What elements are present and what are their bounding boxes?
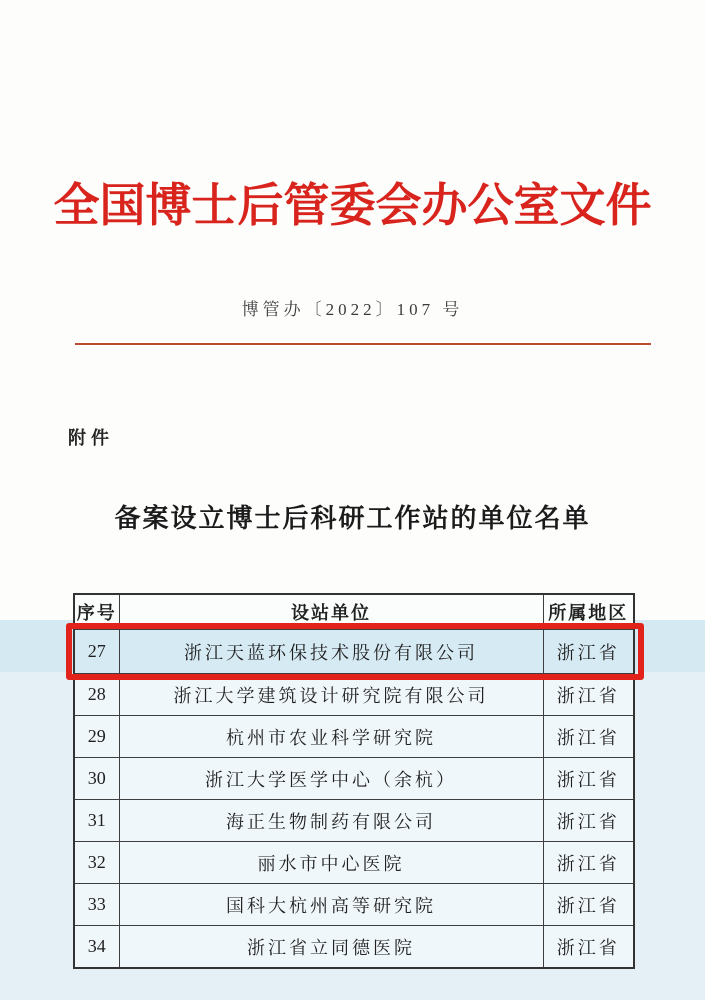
cell-region: 浙江省 xyxy=(543,758,634,800)
units-table xyxy=(73,593,635,969)
cell-region: 浙江省 xyxy=(543,716,634,758)
cell-unit: 杭州市农业科学研究院 xyxy=(119,716,543,758)
table-row xyxy=(74,884,634,926)
cell-region: 浙江省 xyxy=(543,630,634,674)
cell-region: 浙江省 xyxy=(543,842,634,884)
attachment-label: 附件 xyxy=(68,428,114,448)
table-row xyxy=(74,758,634,800)
cell-no: 28 xyxy=(74,674,119,716)
table-row-highlighted xyxy=(74,630,634,674)
cell-region: 浙江省 xyxy=(543,926,634,969)
cell-region: 浙江省 xyxy=(543,800,634,842)
section-title: 备案设立博士后科研工作站的单位名单 xyxy=(114,504,591,533)
table-row xyxy=(74,800,634,842)
cell-no: 34 xyxy=(74,926,119,969)
cell-no: 30 xyxy=(74,758,119,800)
header-cell-no: 序号 xyxy=(74,594,119,630)
table-row xyxy=(74,842,634,884)
cell-unit: 浙江省立同德医院 xyxy=(119,926,543,969)
cell-unit: 浙江天蓝环保技术股份有限公司 xyxy=(119,630,543,674)
table-row xyxy=(74,716,634,758)
table-row xyxy=(74,926,634,969)
header-cell-region: 所属地区 xyxy=(543,594,634,630)
cell-unit: 浙江大学医学中心（余杭） xyxy=(119,758,543,800)
table-row xyxy=(74,674,634,716)
cell-no: 29 xyxy=(74,716,119,758)
cell-unit: 浙江大学建筑设计研究院有限公司 xyxy=(119,674,543,716)
document-title: 全国博士后管委会办公室文件 xyxy=(53,180,652,231)
cell-unit: 丽水市中心医院 xyxy=(119,842,543,884)
cell-region: 浙江省 xyxy=(543,674,634,716)
cell-no: 27 xyxy=(74,630,119,674)
header-row xyxy=(74,594,634,630)
document-number: 博管办〔2022〕107 号 xyxy=(241,300,464,319)
header-cell-unit: 设站单位 xyxy=(119,594,543,630)
units-table-header xyxy=(74,594,634,630)
cell-no: 31 xyxy=(74,800,119,842)
units-table-body xyxy=(74,630,634,969)
cell-no: 33 xyxy=(74,884,119,926)
cell-unit: 海正生物制药有限公司 xyxy=(119,800,543,842)
cell-no: 32 xyxy=(74,842,119,884)
cell-region: 浙江省 xyxy=(543,884,634,926)
cell-unit: 国科大杭州高等研究院 xyxy=(119,884,543,926)
red-divider-line xyxy=(75,343,651,345)
